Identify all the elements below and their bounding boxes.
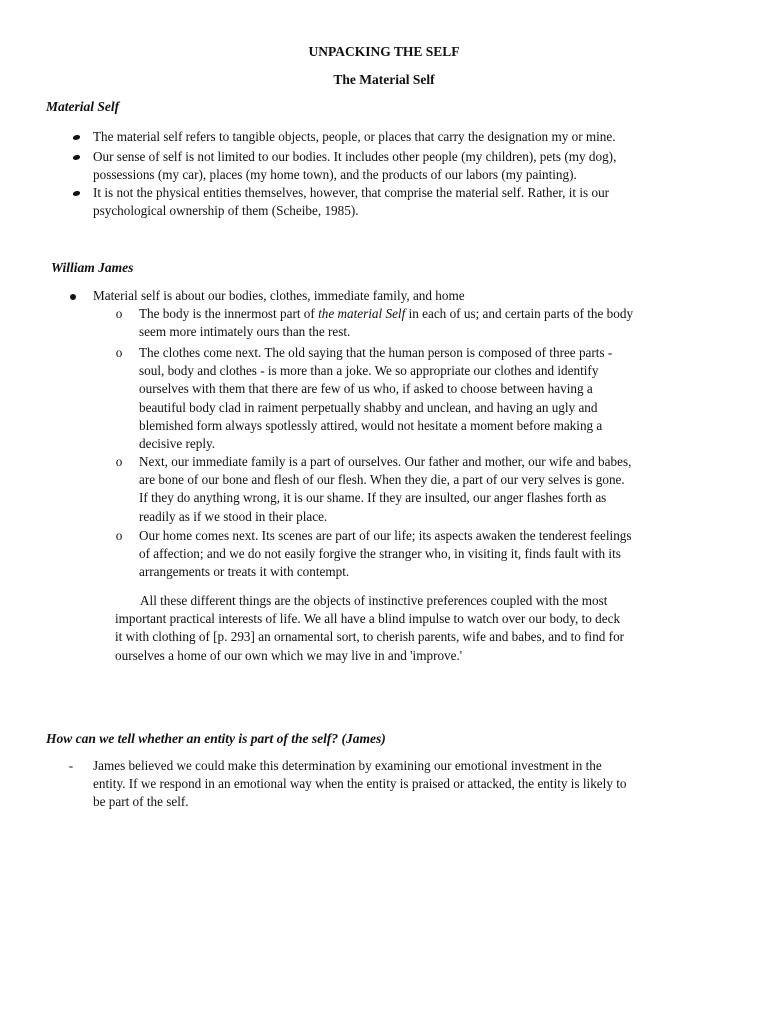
bullet-icon — [72, 191, 81, 196]
bullet-icon — [72, 135, 81, 140]
sub-bullet-item: The clothes come next. The old saying that the human person is composed of three parts - soul, body and clothes - is more than a joke. We so appropriate our clothes and identify ourselves with them that there are few of us who, if asked to choose between having a beautiful body clad in raiment perpetually shabby and unclean, and having an ugly and blemished form always spotlessly attired, would not hesitate a moment before making a decisive reply. — [139, 345, 613, 452]
sub-bullet-marker: o — [115, 345, 123, 360]
document-subtitle: The Material Self — [333, 72, 435, 87]
bullet-item: Material self is about our bodies, clothes, immediate family, and home — [93, 288, 465, 303]
quote-paragraph: All these different things are the objects of instinctive preferences coupled with the most important practical interests of life. We all have a blind impulse to watch over our body, to deck it with clothing of [p. 293] an ornamental sort, to cherish parents, wife and babes, and to find for ourselves a home of our own which we may live in and 'improve.' — [115, 593, 625, 663]
sub-bullet-marker: o — [115, 454, 123, 469]
sub-bullet-item: The body is the innermost part of the material Self in each of us; and certain parts of the body seem more intimately ours than the rest. — [139, 306, 634, 340]
dash-marker: - — [68, 758, 74, 773]
bullet-item: Our sense of self is not limited to our bodies. It includes other people (my children), pets (my dog), possessions (my car), places (my home town), and the products of our labors (my painting). — [93, 149, 617, 183]
sub-bullet-item: Our home comes next. Its scenes are part of our life; its aspects awaken the tenderest feelings of affection; and we do not easily forgive the stranger who, in visiting it, finds fault with its arrangements or treats it with contempt. — [139, 528, 632, 580]
sub-bullet-item: Next, our immediate family is a part of ourselves. Our father and mother, our wife and babes, are bone of our bone and flesh of our flesh. When they die, a part of our very selves is gone. If they do anything wrong, it is our shame. If they are insulted, our anger flashes forth as readily as if we stood in their place. — [139, 454, 632, 524]
document-title: UNPACKING THE SELF — [308, 44, 460, 59]
section-heading-entity-self: How can we tell whether an entity is part of the self? (James) — [46, 731, 386, 746]
bullet-item: It is not the physical entities themselves, however, that comprise the material self. Rather, it is our psychological ownership of them (Scheibe, 1985). — [93, 185, 610, 219]
sub-bullet-marker: o — [115, 306, 123, 321]
section-heading-william-james: William James — [51, 260, 134, 275]
bullet-icon — [70, 294, 76, 300]
sub-bullet-marker: o — [115, 528, 123, 543]
bullet-icon — [72, 155, 81, 160]
section-heading-material-self: Material Self — [46, 99, 120, 114]
bullet-item: The material self refers to tangible objects, people, or places that carry the designation my or mine. — [93, 129, 616, 144]
dash-item: James believed we could make this determination by examining our emotional investment in the entity. If we respond in an emotional way when the entity is praised or attacked, the entity is likely to be part of the self. — [93, 758, 627, 810]
